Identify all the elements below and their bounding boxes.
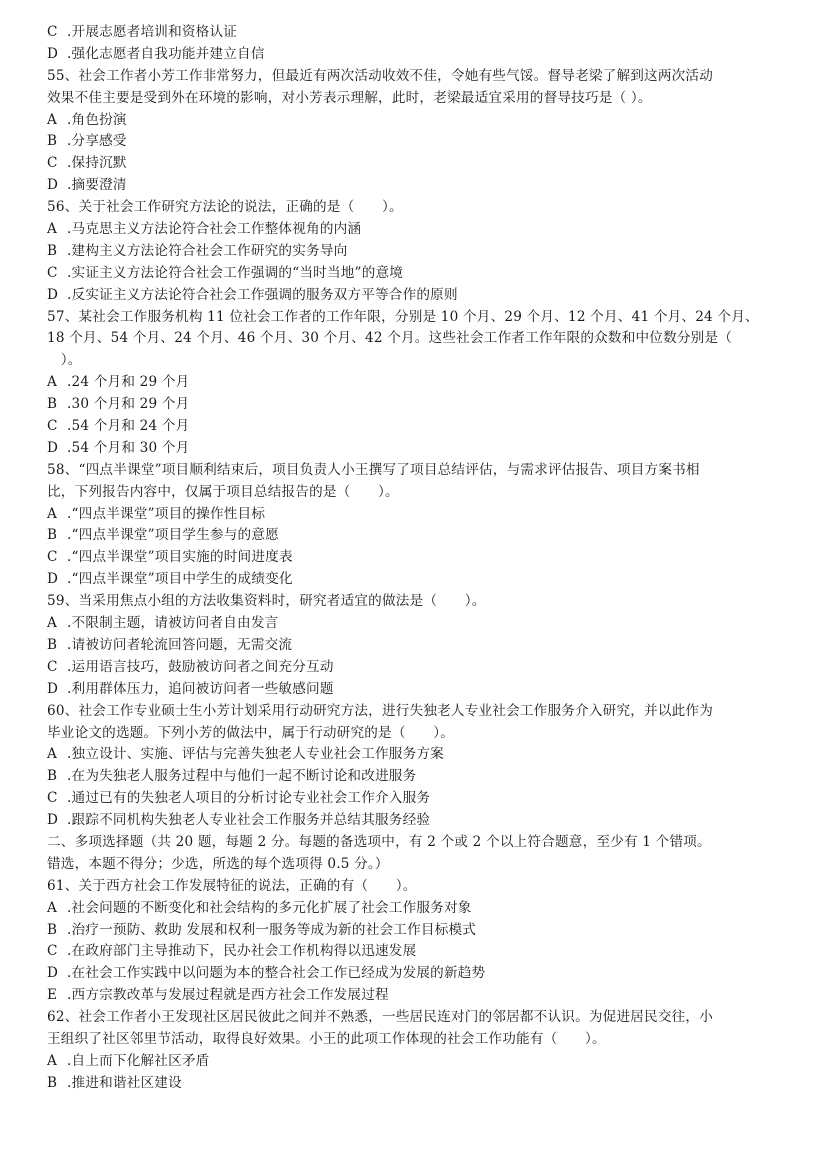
question-stem: 18 个月、54 个月、24 个月、46 个月、30 个月、42 个月。这些社会工作者工作年限的众数和中位数分别是（ (47, 330, 733, 347)
question-stem: 56、关于社会工作研究方法论的说法，正确的是（ ）。 (47, 199, 403, 216)
option-b: B .建构主义方法论符合社会工作研究的实务导向 (47, 242, 348, 259)
option-a: A .马克思主义方法论符合社会工作整体视角的内涵 (47, 221, 362, 238)
question-stem: 毕业论文的选题。下列小芳的做法中，属于行动研究的是（ ）。 (47, 724, 455, 741)
question-57 (47, 307, 807, 460)
option-c: C .54 个月和 24 个月 (47, 418, 190, 435)
section-heading-line: 二、多项选择题（共 20 题，每题 2 分。每题的备选项中，有 2 个或 2 个以上符合题意，至少有 1 个错项。 (47, 833, 711, 850)
question-55 (47, 66, 807, 197)
section-heading-line: 错选，本题不得分；少选，所选的每个选项得 0.5 分。） (47, 855, 389, 872)
question-stem: 58、“四点半课堂”项目顺利结束后，项目负责人小王撰写了项目总结评估，与需求评估报告、项目方案书相 (47, 461, 700, 478)
question-stem: 王组织了社区邻里节活动，取得良好效果。小王的此项工作体现的社会工作功能有（ ）。 (47, 1030, 606, 1047)
question-stem: ）。 (47, 352, 82, 369)
question-59 (47, 591, 807, 700)
option-c: C .通过已有的失独老人项目的分析讨论专业社会工作介入服务 (47, 790, 431, 807)
question-stem: 62、社会工作者小王发现社区居民彼此之间并不熟悉，一些居民连对门的邻居都不认识。为促进居民交往，小 (47, 1009, 713, 1026)
option-b: B .30 个月和 29 个月 (47, 396, 190, 413)
option-a: A .不限制主题，请被访问者自由发言 (47, 615, 279, 632)
option-d: D .在社会工作实践中以问题为本的整合社会工作已经成为发展的新趋势 (47, 965, 486, 982)
question-stem: 60、社会工作专业硕士生小芳计划采用行动研究方法，进行失独老人专业社会工作服务介入研究，并以此作为 (47, 702, 713, 719)
option-b: B .分享感受 (47, 133, 127, 150)
exam-page (47, 22, 807, 1095)
question-61 (47, 876, 807, 1007)
option-c: C .运用语言技巧，鼓励被访问者之间充分互动 (47, 658, 334, 675)
option-d: D .利用群体压力，追问被访问者一些敏感问题 (47, 680, 334, 697)
option-c: C .开展志愿者培训和资格认证 (47, 24, 238, 40)
question-58 (47, 460, 807, 591)
question-56 (47, 197, 807, 306)
option-a: A .社会问题的不断变化和社会结构的多元化扩展了社会工作服务对象 (47, 899, 472, 916)
option-c: C .保持沉默 (47, 155, 127, 172)
option-b: B .治疗一预防、救助 发展和权利一服务等成为新的社会工作目标模式 (47, 921, 477, 938)
option-d: D .强化志愿者自我功能并建立自信 (47, 45, 265, 62)
option-a: A .独立设计、实施、评估与完善失独老人专业社会工作服务方案 (47, 746, 444, 763)
question-60 (47, 701, 807, 832)
option-b: B .请被访问者轮流回答问题，无需交流 (47, 636, 293, 653)
option-d: D .反实证主义方法论符合社会工作强调的服务双方平等合作的原则 (47, 286, 458, 303)
question-stem: 57、某社会工作服务机构 11 位社会工作者的工作年限，分别是 10 个月、29 个月、12 个月、41 个月、24 个月、 (47, 308, 759, 325)
section-heading-multiple-choice (47, 832, 807, 876)
option-b: B .在为失独老人服务过程中与他们一起不断讨论和改进服务 (47, 768, 417, 785)
question-stem: 效果不佳主要是受到外在环境的影响，对小芳表示理解，此时，老梁最适宜采用的督导技巧是（ ）。 (47, 89, 652, 106)
option-a: A .角色扮演 (47, 111, 127, 128)
option-a: A .“四点半课堂”项目的操作性目标 (47, 505, 266, 522)
question-62 (47, 1007, 807, 1095)
option-e: E .西方宗教改革与发展过程就是西方社会工作发展过程 (47, 987, 389, 1004)
option-b: B .推进和谐社区建设 (47, 1074, 182, 1091)
option-d: D .摘要澄清 (47, 177, 127, 194)
option-d: D .54 个月和 30 个月 (47, 439, 190, 456)
option-b: B .“四点半课堂”项目学生参与的意愿 (47, 527, 279, 544)
question-stem: 比，下列报告内容中，仅属于项目总结报告的是（ ）。 (47, 483, 399, 500)
option-d: D .跟踪不同机构失独老人专业社会工作服务并总结其服务经验 (47, 812, 431, 829)
question-stem: 59、当采用焦点小组的方法收集资料时，研究者适宜的做法是（ ）。 (47, 593, 486, 610)
option-c: C .在政府部门主导推动下，民办社会工作机构得以迅速发展 (47, 943, 417, 960)
option-d: D .“四点半课堂”项目中学生的成绩变化 (47, 571, 293, 588)
option-c: C .“四点半课堂”项目实施的时间进度表 (47, 549, 293, 566)
question-stem: 61、关于西方社会工作发展特征的说法，正确的有（ ）。 (47, 877, 417, 894)
option-c: C .实证主义方法论符合社会工作强调的“当时当地”的意境 (47, 264, 404, 281)
option-a: A .24 个月和 29 个月 (47, 374, 190, 391)
option-a: A .自上而下化解社区矛盾 (47, 1052, 210, 1069)
question-stem: 55、社会工作者小芳工作非常努力，但最近有两次活动收效不佳，令她有些气馁。督导老梁了解到这两次活动 (47, 67, 713, 84)
